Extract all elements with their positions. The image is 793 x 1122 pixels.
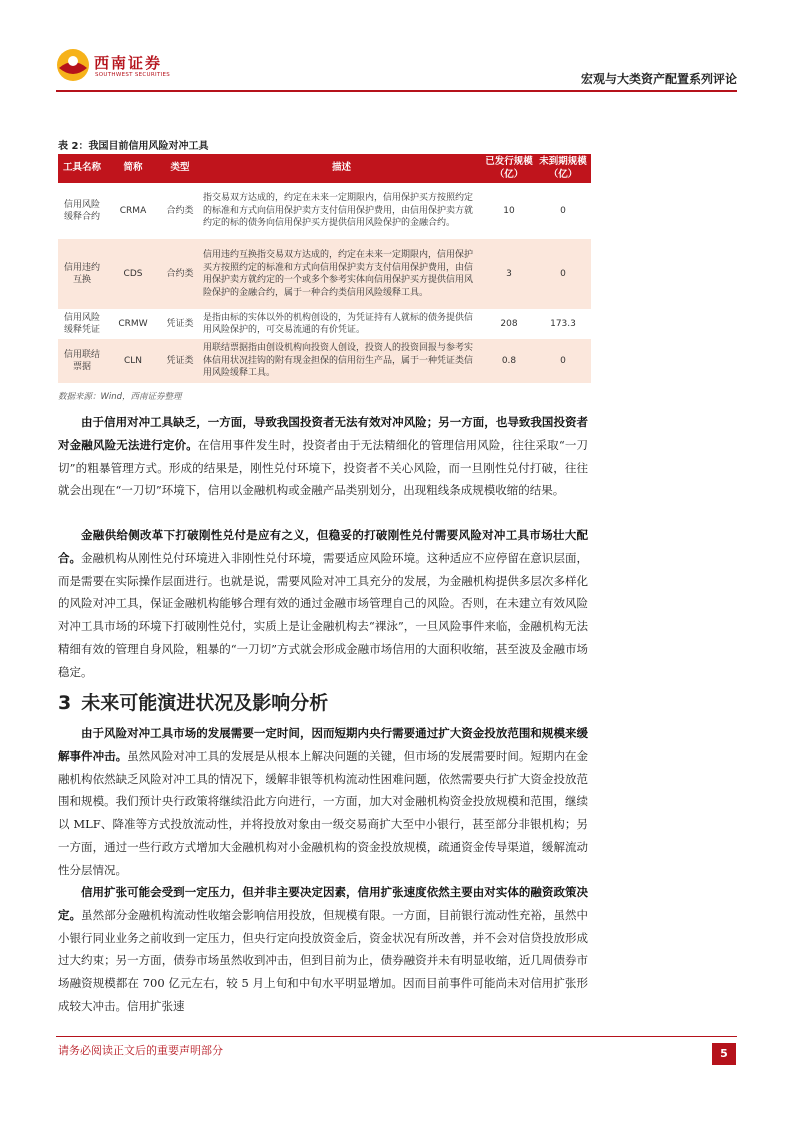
logo-english-name: SOUTHWEST SECURITIES xyxy=(95,72,171,78)
col-header-issued: 已发行规模（亿） xyxy=(483,154,535,183)
table-caption: 表 2：我国目前信用风险对冲工具 xyxy=(58,141,209,152)
cell-type: 合约类 xyxy=(160,239,200,309)
col-header-outstanding: 未到期规模（亿） xyxy=(535,154,591,183)
cell-outstanding: 0 xyxy=(535,239,591,309)
table-row xyxy=(58,309,591,339)
footer-disclaimer: 请务必阅读正文后的重要声明部分 xyxy=(58,1044,223,1057)
footer-rule xyxy=(56,1036,737,1037)
paragraph-1 xyxy=(58,411,588,502)
col-header-name: 工具名称 xyxy=(58,154,106,183)
cell-abbr: CDS xyxy=(106,239,160,309)
cell-desc: 指交易双方达成的，约定在未来一定期限内，信用保护买方按照约定的标准和方式向信用保护卖方支付信用保护费用，由信用保护卖方就约定的标的债务向信用保护买方提供信用风险保护的金融合约。 xyxy=(203,193,474,229)
paragraph-2-lead: 金融供给侧改革下打破刚性兑付是应有之义，但稳妥的打破刚性兑付需要风险对冲工具市场壮大配合。 xyxy=(58,528,588,565)
table-row xyxy=(58,239,591,309)
section-title: 未来可能演进状况及影响分析 xyxy=(81,692,329,714)
col-header-abbr: 简称 xyxy=(106,154,160,183)
paragraph-4-text: 虽然部分金融机构流动性收缩会影响信用投放，但规模有限。一方面，目前银行流动性充裕，虽然中小银行同业业务之前收到一定压力，但央行定向投放资金后，资金状况有所改善，并不会对信贷投放形成过大约束；另一方面，债券市场虽然收到冲击，但到目前为止，债券融资并未有明显收缩，近几周债券市场融资规模都在 700 亿元左右，较 5 月上旬和中旬水平明显增加。因而目前事件可能尚未对信用扩张形成较大冲击。信用扩张速 xyxy=(58,907,588,1013)
paragraph-3 xyxy=(58,722,588,882)
cell-outstanding: 0 xyxy=(535,339,591,383)
cell-name: 信用风险缓释凭证 xyxy=(63,312,100,335)
paragraph-4-lead: 信用扩张可能会受到一定压力，但并非主要决定因素，信用扩张速度依然主要由对实体的融资政策决定。 xyxy=(58,885,588,922)
paragraph-2-text: 金融机构从刚性兑付环境进入非刚性兑付环境，需要适应风险环境。这种适应不应停留在意识层面，而是需要在实际操作层面进行。也就是说，需要风险对冲工具充分的发展，为金融机构提供多层次多样化的风险对冲工具，保证金融机构能够合理有效的通过金融市场管理自己的风险。否则，在未建立有效风险对冲工具市场的环境下打破刚性兑付，实质上是让金融机构去“裸泳”，一旦风险事件来临，金融机构无法精细有效的管理自身风险，粗暴的“一刀切”方式就会形成金融市场信用的大面积收缩，甚至波及金融市场稳定。 xyxy=(58,550,588,679)
col-header-type: 类型 xyxy=(160,154,200,183)
page-number: 5 xyxy=(712,1043,736,1065)
paragraph-2 xyxy=(58,524,588,684)
table-header-row xyxy=(58,154,591,183)
cell-issued: 208 xyxy=(500,318,518,329)
cell-name: 信用风险缓释合约 xyxy=(63,199,100,222)
cell-abbr: CRMW xyxy=(118,318,148,329)
paragraph-1-lead: 由于信用对冲工具缺乏，一方面，导致我国投资者无法有效对冲风险；另一方面，也导致我国投资者对金融风险无法进行定价。 xyxy=(58,415,588,452)
paragraph-4 xyxy=(58,881,588,1031)
cell-name: 信用违约互换 xyxy=(58,239,106,309)
table-source-note: 数据来源：Wind，西南证券整理 xyxy=(58,392,182,402)
section-heading xyxy=(58,688,328,715)
paragraph-3-text: 虽然风险对冲工具的发展是从根本上解决问题的关键，但市场的发展需要时间。短期内在金融机构依然缺乏风险对冲工具的情况下，缓解非银等机构流动性困难问题，依然需要央行扩大资金投放范围和规模。我们预计央行政策将继续沿此方向进行，一方面，加大对金融机构资金投放规模和范围，继续以 MLF、降准等方式投放流动性，并将投放对象由一级交易商扩大至中小银行，甚至部分非银机构；另一方面，通过一些行政方式增加大金融机构对小金融机构的资金投放规模，疏通资金传导渠道，缓解流动性分层情况。 xyxy=(58,748,589,877)
cell-outstanding: 0 xyxy=(560,205,566,216)
logo-emblem-icon xyxy=(56,48,90,82)
section-number: 3 xyxy=(58,692,72,714)
paragraph-3-lead: 由于风险对冲工具市场的发展需要一定时间，因而短期内央行需要通过扩大资金投放范围和规模来缓解事件冲击。 xyxy=(58,726,588,763)
cell-outstanding: 173.3 xyxy=(550,318,576,329)
credit-risk-tools-table xyxy=(58,154,591,383)
report-series-title: 宏观与大类资产配置系列评论 xyxy=(580,72,737,86)
table-row xyxy=(58,183,591,239)
cell-type: 合约类 xyxy=(166,205,194,216)
cell-desc: 信用违约互换指交易双方达成的，约定在未来一定期限内，信用保护买方按照约定的标准和方式向信用保护卖方支付信用保护费用，由信用保护卖方就约定的一个或多个参考实体向信用保护买方提供信用风险保护的金融合约，属于一种合约类信用风险缓释工具。 xyxy=(200,239,483,309)
cell-abbr: CLN xyxy=(106,339,160,383)
cell-desc: 是指由标的实体以外的机构创设的，为凭证持有人就标的债务提供信用风险保护的，可交易流通的有价凭证。 xyxy=(203,312,474,335)
header-rule xyxy=(56,90,737,92)
cell-abbr: CRMA xyxy=(119,205,147,216)
col-header-desc: 描述 xyxy=(200,154,483,183)
company-logo xyxy=(56,48,206,88)
paragraph-1-text: 在信用事件发生时，投资者由于无法精细化的管理信用风险，往往采取“一刀切”的粗暴管理方式。形成的结果是，刚性兑付环境下，投资者不关心风险，而一旦刚性兑付打破，往往就会出现在“一刀切”环境下，信用以金融机构或金融产品类别划分，出现粗线条成规模收缩的结果。 xyxy=(58,437,588,498)
cell-type: 凭证类 xyxy=(160,339,200,383)
logo-chinese-name: 西南证券 xyxy=(94,54,163,72)
cell-issued: 10 xyxy=(503,205,515,216)
cell-desc: 用联结票据指由创设机构向投资人创设，投资人的投资回报与参考实体信用状况挂钩的附有现金担保的信用衍生产品，属于一种凭证类信用风险缓释工具。 xyxy=(200,339,483,383)
table-row xyxy=(58,339,591,383)
cell-issued: 3 xyxy=(483,239,535,309)
cell-issued: 0.8 xyxy=(483,339,535,383)
cell-type: 凭证类 xyxy=(166,318,194,329)
cell-name: 信用联结票据 xyxy=(58,339,106,383)
